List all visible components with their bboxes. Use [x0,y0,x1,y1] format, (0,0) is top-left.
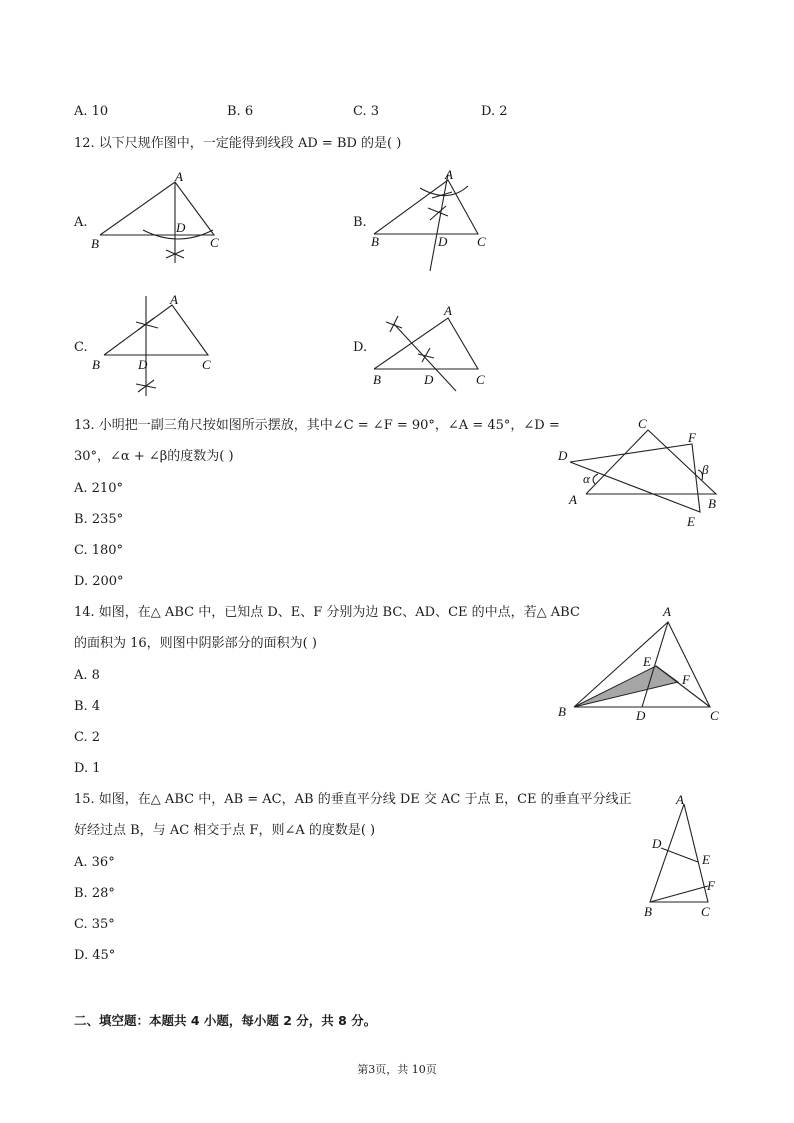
q11-option-d: D. 2 [481,104,508,119]
q12-figure-b [368,166,508,274]
q14-label-b: B [558,704,566,719]
section2-heading: 二、填空题：本题共 4 小题，每小题 2 分，共 8 分。 [74,1013,377,1028]
q15-option-b: B. 28° [74,886,115,901]
q12-figure-c [88,292,228,400]
q11-option-c: C. 3 [353,104,380,119]
q15-figure [640,790,730,922]
q14-stem-line1: 14. 如图，在△ ABC 中，已知点 D、E、F 分别为边 BC、AD、CE 的中点，若△ ABC [74,605,580,620]
q13-label-c: C [638,416,647,431]
q13-figure [552,412,732,534]
q12a-label-c: C [210,235,219,250]
q12-figure-a [88,168,238,268]
q12b-label-d: D [438,234,448,249]
q15-option-d: D. 45° [74,948,116,963]
q15-label-d: D [652,836,662,851]
page-footer: 第3页，共 10页 [357,1063,437,1076]
q13-option-b: B. 235° [74,512,124,527]
q12-option-a: A. [74,215,88,230]
q14-figure [552,602,732,727]
q13-label-e: E [687,514,695,529]
q15-stem-line2: 好经过点 B，与 AC 相交于点 F，则∠A 的度数是( ) [74,823,376,838]
q13-label-a: A [569,492,577,507]
q11-option-a: A. 10 [74,104,109,119]
q14-option-d: D. 1 [74,761,101,776]
q15-label-c: C [701,904,710,919]
q12b-label-a: A [445,167,453,182]
q12-option-d: D. [353,340,368,355]
q13-label-f: F [688,430,696,445]
q14-label-c: C [710,708,719,723]
q12a-label-b: B [91,236,99,251]
q14-label-f: F [682,672,690,687]
q12d-label-d: D [424,372,434,387]
q13-label-b: B [708,496,716,511]
q14-stem-line2: 的面积为 16，则图中阴影部分的面积为( ) [74,636,317,651]
q12-figure-d [368,296,508,396]
q12-stem: 12. 以下尺规作图中，一定能得到线段 AD = BD 的是( ) [74,136,402,151]
q14-option-a: A. 8 [74,668,100,683]
q15-label-b: B [644,904,652,919]
q12b-label-b: B [371,234,379,249]
q12c-label-b: B [92,357,100,372]
q13-label-beta: β [702,462,709,477]
q13-option-d: D. 200° [74,574,124,589]
q13-label-d: D [558,448,568,463]
q12c-label-d: D [138,357,148,372]
q12c-label-a: A [170,292,178,307]
q11-option-b: B. 6 [227,104,254,119]
q14-label-e: E [643,654,651,669]
q14-option-c: C. 2 [74,730,101,745]
q13-stem-line1: 13. 小明把一副三角尺按如图所示摆放，其中∠C = ∠F = 90°，∠A = 45°，∠D = [74,418,560,433]
q14-option-b: B. 4 [74,699,101,714]
q12-option-c: C. [74,340,88,355]
q15-stem-line1: 15. 如图，在△ ABC 中，AB = AC，AB 的垂直平分线 DE 交 AC 于点 E，CE 的垂直平分线正 [74,792,632,807]
q12a-label-d: D [176,220,186,235]
q12c-label-c: C [202,357,211,372]
q13-option-c: C. 180° [74,543,124,558]
q13-option-a: A. 210° [74,481,123,496]
q15-label-e: E [702,852,710,867]
q12-option-b: B. [353,215,367,230]
q14-label-d: D [636,708,646,723]
q15-label-a: A [676,792,684,807]
q12a-label-a: A [175,169,183,184]
q15-option-c: C. 35° [74,917,115,932]
q13-label-alpha: α [583,471,590,486]
q13-stem-line2: 30°，∠α + ∠β的度数为( ) [74,449,234,464]
q14-shaded-region [574,666,678,707]
q12d-label-b: B [373,372,381,387]
q12d-label-c: C [476,372,485,387]
q15-option-a: A. 36° [74,855,115,870]
q12b-label-c: C [477,234,486,249]
q15-label-f: F [707,878,715,893]
q14-label-a: A [663,604,671,619]
q12d-label-a: A [444,303,452,318]
